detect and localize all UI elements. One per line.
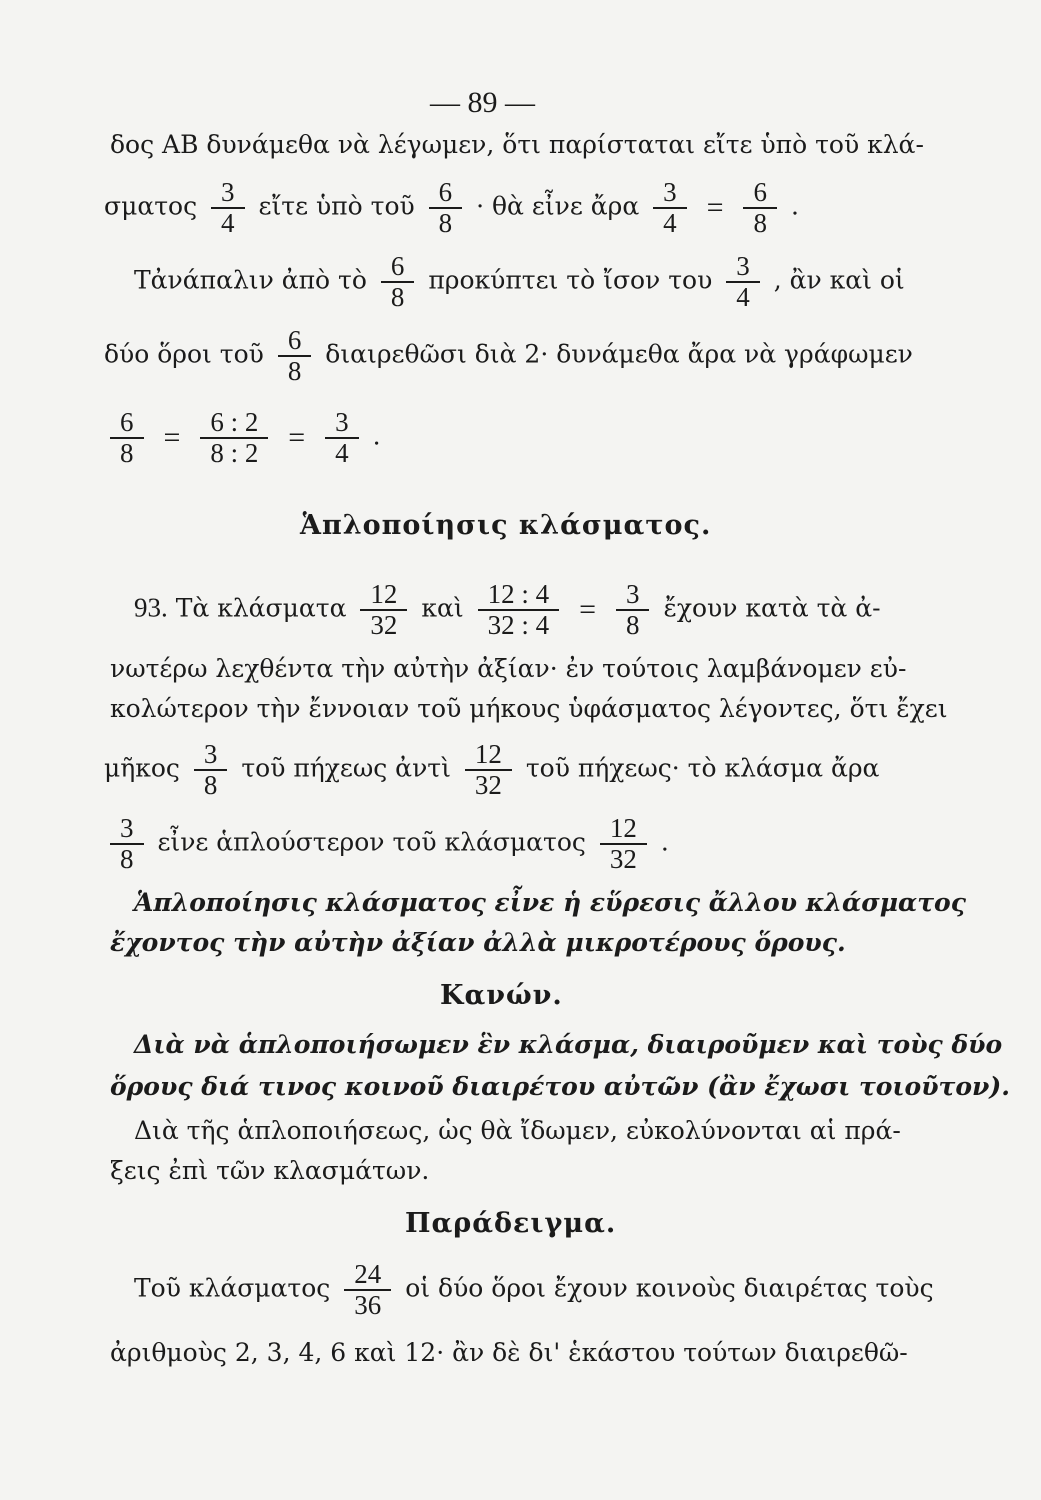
text-span: προκύπτει τὸ ἴσον του (428, 265, 713, 295)
denominator: 8 (743, 207, 777, 238)
section-heading: Παράδειγμα. (405, 1208, 617, 1239)
numerator: 6 (390, 251, 405, 281)
equals-sign: = (288, 421, 306, 454)
fraction (653, 178, 687, 238)
fraction (743, 178, 777, 238)
period: . (790, 191, 799, 221)
numerator: 3 (203, 739, 218, 769)
numerator: 6 (120, 407, 134, 437)
text-span: Τὰ κλάσματα (175, 593, 347, 623)
equals-sign: = (163, 421, 181, 454)
rule-line: Διὰ νὰ ἁπλοποιήσωμεν ἓν κλάσμα, διαιροῦμεν καὶ τοὺς δύο (134, 1030, 1003, 1059)
fraction (726, 252, 760, 312)
paragraph-number: 93. (134, 592, 168, 623)
text-span: οἱ δύο ὅροι ἔχουν κοινοὺς διαιρέτας τοὺς (405, 1273, 934, 1303)
text-span: δύο ὅροι τοῦ (104, 339, 264, 369)
text-span: Τοῦ κλάσματος (134, 1273, 331, 1303)
fraction (381, 252, 415, 312)
period: . (660, 827, 669, 857)
numerator: 3 (221, 177, 235, 207)
numerator: 3 (736, 251, 750, 281)
denominator: 4 (653, 207, 687, 238)
denominator: 8 (616, 609, 650, 640)
denominator: 36 (344, 1289, 391, 1320)
numerator: 6 : 2 (210, 407, 259, 437)
denominator: 8 (429, 207, 463, 238)
numerator: 24 (354, 1259, 382, 1289)
denominator: 8 (110, 437, 144, 468)
fraction (360, 580, 407, 640)
fraction-line (104, 740, 879, 800)
equation (104, 408, 381, 468)
text-line: δος ΑΒ δυνάμεθα νὰ λέγωμεν, ὅτι παρίσταται εἴτε ὑπὸ τοῦ κλά- (110, 130, 924, 159)
denominator: 4 (211, 207, 245, 238)
fraction (278, 326, 312, 386)
numerator: 12 (609, 813, 637, 843)
fraction (110, 814, 144, 874)
denominator: 32 (360, 609, 407, 640)
text-span: Τἀνάπαλιν ἀπὸ τὸ (134, 265, 367, 295)
denominator: 4 (325, 437, 359, 468)
denominator: 8 (194, 769, 228, 800)
text-span: σματος (104, 191, 198, 221)
fraction (429, 178, 463, 238)
fraction-line (134, 252, 905, 312)
fraction (616, 580, 650, 640)
text-span: τοῦ πήχεως· τὸ κλάσμα ἄρα (525, 753, 880, 783)
section-heading: Ἁπλοποίησις κλάσματος. (300, 510, 712, 541)
fraction (600, 814, 647, 874)
fraction-line (104, 326, 913, 386)
numerator: 3 (120, 813, 134, 843)
text-span: τοῦ πήχεως ἀντὶ (241, 753, 451, 783)
text-span: εἴτε ὑπὸ τοῦ (258, 191, 415, 221)
text-line: Διὰ τῆς ἁπλοποιήσεως, ὡς θὰ ἴδωμεν, εὐκολύνονται αἱ πρά- (134, 1116, 901, 1145)
fraction (344, 1260, 391, 1320)
definition-line: ἔχοντος τὴν αὐτὴν ἀξίαν ἀλλὰ μικροτέρους ὅρους. (110, 928, 846, 957)
rule-line: ὅρους διά τινος κοινοῦ διαιρέτου αὐτῶν (ἂν ἔχωσι τοιοῦτον). (110, 1072, 1010, 1101)
period: . (372, 421, 381, 451)
fraction (200, 408, 268, 468)
numerator: 6 (287, 325, 302, 355)
denominator: 8 (278, 355, 312, 386)
denominator: 8 (110, 843, 144, 874)
denominator: 32 : 4 (478, 609, 560, 640)
numerator: 6 (753, 177, 767, 207)
numerator: 3 (625, 579, 640, 609)
denominator: 8 : 2 (200, 437, 268, 468)
section-heading: Κανών. (440, 980, 563, 1011)
text-line: ξεις ἐπὶ τῶν κλασμάτων. (110, 1156, 430, 1185)
fraction-line (134, 580, 881, 640)
fraction-line (134, 1260, 934, 1320)
text-span: καὶ (421, 593, 464, 623)
fraction (465, 740, 512, 800)
numerator: 6 (438, 177, 453, 207)
numerator: 12 (474, 739, 502, 769)
text-line: νωτέρω λεχθέντα τὴν αὐτὴν ἀξίαν· ἐν τούτοις λαμβάνομεν εὐ- (110, 654, 907, 683)
denominator: 4 (726, 281, 760, 312)
equals-sign: = (706, 191, 724, 224)
numerator: 3 (663, 177, 677, 207)
fraction (325, 408, 359, 468)
fraction-line (104, 814, 669, 874)
equals-sign: = (579, 593, 597, 626)
text-span: διαιρεθῶσι διὰ 2· δυνάμεθα ἄρα νὰ γράφωμεν (325, 339, 913, 369)
fraction-line (104, 178, 799, 238)
definition-line: Ἁπλοποίησις κλάσματος εἶνε ἡ εὕρεσις ἄλλου κλάσματος (134, 888, 966, 917)
text-span: ἔχουν κατὰ τὰ ἀ- (663, 593, 881, 623)
fraction (211, 178, 245, 238)
denominator: 32 (600, 843, 647, 874)
fraction (194, 740, 228, 800)
text-span: · θὰ εἶνε ἄρα (476, 191, 640, 221)
numerator: 3 (335, 407, 349, 437)
text-line: ἀριθμοὺς 2, 3, 4, 6 καὶ 12· ἂν δὲ δι' ἑκάστου τούτων διαιρεθῶ- (110, 1338, 908, 1367)
text-line: κολώτερον τὴν ἔννοιαν τοῦ μήκους ὑφάσματος λέγοντες, ὅτι ἔχει (110, 694, 948, 723)
fraction (478, 580, 560, 640)
text-span: , ἂν καὶ οἱ (773, 265, 905, 295)
text-span: εἶνε ἁπλούστερον τοῦ κλάσματος (157, 827, 586, 857)
page-number: — 89 — (430, 86, 535, 119)
fraction (110, 408, 144, 468)
text-span: μῆκος (104, 753, 180, 783)
numerator: 12 (370, 579, 398, 609)
numerator: 12 : 4 (487, 579, 550, 609)
denominator: 32 (465, 769, 512, 800)
denominator: 8 (381, 281, 415, 312)
